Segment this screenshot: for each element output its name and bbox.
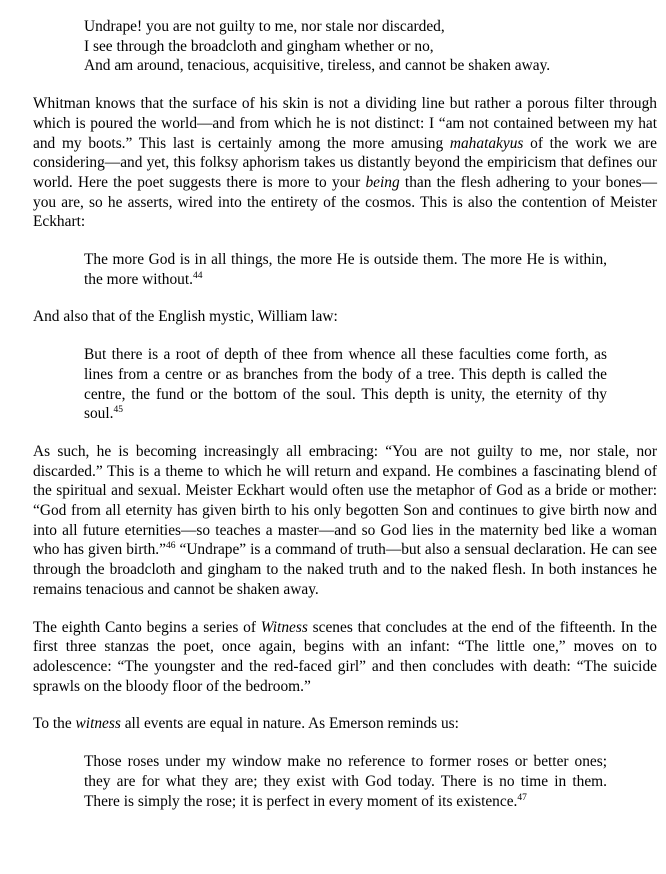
paragraph-text: Whitman knows that the surface of his skin is not a dividing line but rather a porous filter through which is poured the world—and from which he is not distinct: I “am not contained between my hat and my boots.” This last is certainly among the more amusing (33, 95, 657, 152)
block-quote-law (84, 345, 607, 424)
quote-text: The more God is in all things, the more He is outside them. The more He is within, the more without. (84, 251, 607, 288)
quote-text: Those roses under my window make no reference to former roses or better ones; they are for what they are; they exist with God today. There is no time in them. There is simply the rose; it is perfect in every moment of its existence. (84, 753, 607, 810)
paragraph-eighth-canto (33, 618, 657, 697)
emphasis-text: being (365, 173, 400, 191)
emphasis-text: witness (75, 715, 121, 733)
paragraph-text: As such, he is becoming increasingly all embracing: “You are not guilty to me, nor stale, nor discarded.” This is a theme to which he will return and expand. He combines a fascinating blend of the spiritual and sexual. Meister Eckhart would often use the metaphor of God as a bride or mother: “God from all eternity has given birth to his only begotten Son and continues to give birth now and into all future eternities—so teaches a master—and so God lies in the maternity bed like a woman who has given birth.” (33, 442, 657, 559)
poem-line: I see through the broadcloth and gingham whether or no, (84, 37, 434, 55)
quote-text: But there is a root of depth of thee from whence all these faculties come forth, as lines from a centre or as branches from the body of a tree. This depth is called the centre, the fund or the bottom of the soul. This depth is unity, the eternity of thy soul. (84, 346, 607, 423)
paragraph-witness-events (33, 714, 657, 734)
paragraph-text: To the (33, 715, 76, 733)
document-page (33, 17, 657, 811)
footnote-marker[interactable]: 44 (193, 270, 203, 281)
poem-line: And am around, tenacious, acquisitive, tireless, and cannot be shaken away. (84, 57, 551, 75)
emphasis-text: mahatakyus (449, 134, 524, 152)
emphasis-text: Witness (260, 618, 308, 636)
footnote-marker[interactable]: 47 (517, 792, 527, 803)
footnote-marker[interactable]: 45 (113, 405, 124, 416)
paragraph-text: of the work we are considering—and yet, this folksy aphorism takes us distantly beyond the empiricism that defines our world. Here the poet suggests there is more to your (33, 134, 657, 191)
paragraph-all-embracing (33, 442, 657, 600)
block-quote-emerson (84, 752, 607, 811)
paragraph-whitman-skin (33, 94, 657, 232)
poem-line: Undrape! you are not guilty to me, nor stale nor discarded, (84, 18, 445, 35)
paragraph-text: The eighth Canto begins a series of (33, 618, 261, 636)
paragraph-text: than the flesh adhering to your bones— you are, so he asserts, wired into the entirety of the cosmos. This is also the contention of Meister Eckhart: (33, 173, 657, 231)
paragraph-william-law-intro: And also that of the English mystic, William law: (33, 308, 338, 326)
footnote-marker[interactable]: 46 (165, 541, 176, 552)
paragraph-text: “Undrape” is a command of truth—but also a sensual declaration. He can see through the broadcloth and gingham to the naked truth and to the naked flesh. In both instances he remains tenacious and cannot be shaken away. (33, 541, 658, 598)
poem-excerpt (84, 17, 657, 76)
paragraph-text: all events are equal in nature. As Emerson reminds us: (120, 715, 459, 733)
paragraph-text: scenes that concludes at the end of the fifteenth. In the first three stanzas the poet, once again, begins with an infant: “The little one,” moves on to adolescence: “The youngster and the red-faced girl” and then concludes with death: “The suicide sprawls on the bloody floor of the bedroom.” (33, 618, 657, 695)
block-quote-eckhart (84, 250, 607, 289)
